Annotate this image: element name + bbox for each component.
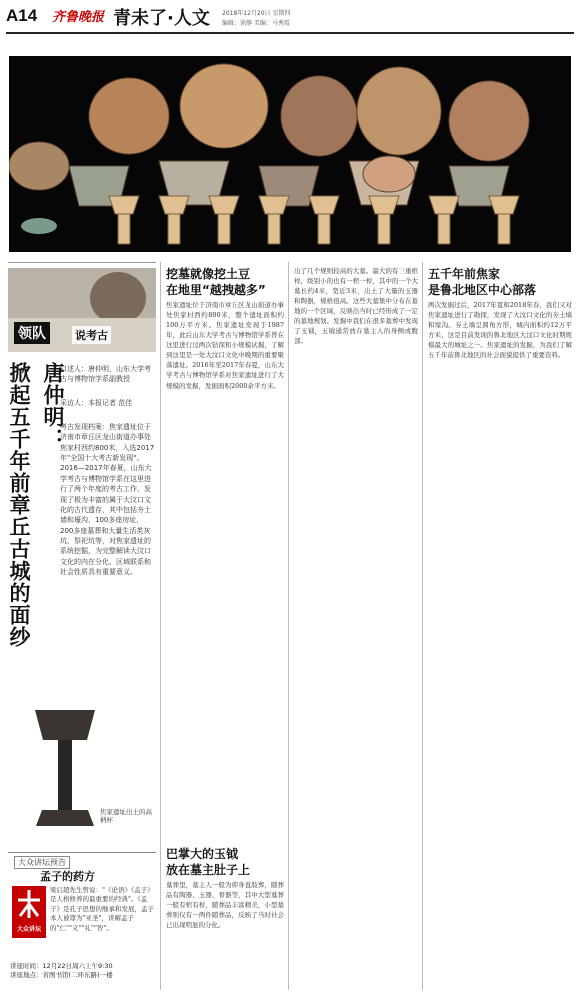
page-number: A14 bbox=[6, 6, 38, 25]
article-body-3: 出了几个规则较高的大墓。最大的有三重棺椁，级别小的也有一棺一椁，其中的一个大墓长约4米，宽近3米，出土了大量的玉器和陶器，规格很高。这些大墓集中分布在墓地的一个区域，反映出当时已经形成了一定的墓地规划。发掘中我们在很多墓葬中发现了玉钺，玉钺通常放在墓主人的身侧或腹部。 bbox=[294, 267, 418, 346]
article-body-4: 两次发掘过后，2017年夏和2018年春，我们又对焦家遗址进行了勘探，发现了大汶口文化的夯土墙和壕沟。夯土墙呈圆角方形，城内面积约12万平方米，这是目前发现的鲁北地区大汶口文化时期规模最大的城址之一。焦家遗址的发掘，为我们了解五千年前鲁北地区的社会面貌提供了重要资料。 bbox=[428, 301, 572, 360]
lecture-title: 孟子的药方 bbox=[40, 870, 95, 883]
lecture-tag: 大众讲坛预告 bbox=[14, 856, 70, 869]
article-body-2: 墓葬里，墓主人一般为仰身直肢葬，随葬品有陶器、玉器、骨器等，其中大型墓葬一般有棺有椁，随葬品丰富精美，小型墓葬则仅有一两件随葬品，反映了当时社会已出现明显的分化。 bbox=[166, 881, 284, 930]
newspaper-logo: 齐鲁晚报 bbox=[52, 10, 105, 25]
headline-name: 唐仲明： bbox=[41, 362, 66, 450]
lecture-place-line: 讲座地点：省图书馆(二环东路)一楼 bbox=[10, 971, 113, 980]
banner-subtitle: 说考古 bbox=[72, 326, 111, 344]
column-rule-3 bbox=[422, 262, 423, 990]
stem-cup-illustration bbox=[20, 700, 110, 830]
lecture-logo-icon bbox=[12, 886, 46, 922]
article-body-1: 焦家遗址位于济南市章丘区龙山街道办事处焦家村西约800米，整个遗址面积约100万平方米。焦家遗址发现于1987年，此后山东大学考古与博物馆学系曾在这里进行过两次钻探和小规模试掘，了解到这里是一处大汶口文化中晚期的重要聚落遗址。2016年至2017年春夏，山东大学考古与博物馆学系对焦家遗址进行了大规模的发掘，发掘面积2000余平方米。 bbox=[166, 301, 284, 390]
headline-text: 掀起五千年前章丘古城的面纱 bbox=[7, 362, 32, 648]
stem-cup-photo bbox=[20, 700, 110, 830]
column-banner bbox=[8, 268, 156, 352]
article-heading-2: 巴掌大的玉钺 放在墓主肚子上 bbox=[166, 847, 251, 878]
banner-title: 领队 bbox=[14, 322, 50, 344]
column-rule-1 bbox=[160, 262, 161, 990]
pottery-illustration bbox=[9, 56, 571, 252]
editor-credits: 编辑：徐静 美编：马秀霞 bbox=[222, 20, 290, 27]
project-archive: 考古发现档案：焦家遗址位于济南市章丘区龙山街道办事处焦家村西约800米，入选2017年"全国十大考古新发现"。2016—2017年春夏，山东大学考古与博物馆学系在这里进行了两个年度的考古工作，发现了极为丰富的属于大汶口文化的古代遗存，其中包括夯土墙和壕沟，100多座房址，200多座墓葬和大量生活类灰坑、祭祀坑等，对焦家遗址的系统挖掘，为完整解读大汶口文化的内在分化、区域联系和社会性质具有重要意义。 bbox=[60, 423, 155, 577]
column-rule-2 bbox=[288, 262, 289, 990]
lecture-time-line: 讲座时间：12月22日周六上午9:30 bbox=[10, 962, 113, 970]
article-heading-4: 五千年前焦家 是鲁北地区中心部落 bbox=[428, 267, 537, 298]
narrator-credit: 口述人：唐仲明，山东大学考古与博物馆学系副教授 bbox=[60, 365, 151, 384]
header-rule bbox=[6, 32, 574, 34]
lecture-body: 梁启超先生曾说："《论语》《孟子》是人格修养的最重要的经典"。《孟子》是孔子思想的继承和发展，孟子本人被尊为"亚圣"，讲解孟子的"仁""义""礼""智"。 bbox=[50, 886, 154, 932]
pottery-photo bbox=[9, 56, 571, 252]
vertical-headline bbox=[8, 362, 68, 682]
lecture-logo-text: 大众讲坛 bbox=[16, 926, 41, 933]
section-title: 青未了·人文 bbox=[113, 8, 210, 29]
article-heading-1: 挖墓就像挖土豆 在地里“越拽越多” bbox=[166, 267, 266, 298]
lecture-time bbox=[10, 962, 158, 981]
cup-caption: 焦家遗址出土的高柄杯 bbox=[100, 808, 152, 825]
left-column-rule bbox=[8, 262, 156, 263]
issue-date: 2018年12月20日 星期四 bbox=[222, 10, 291, 17]
reporter-credit: 采访人：本报记者 范佳 bbox=[60, 399, 133, 407]
